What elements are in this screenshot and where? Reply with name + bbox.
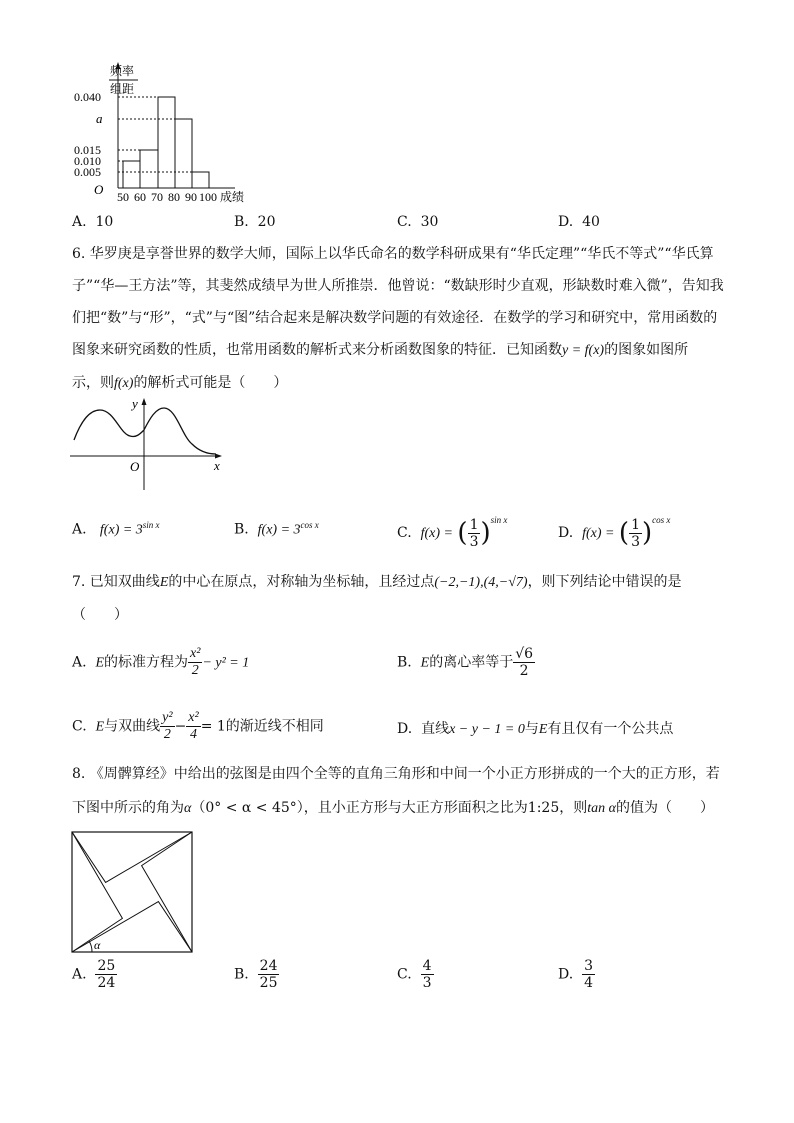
xtick-60: 60 [134, 190, 146, 204]
fraction-numerator: x² [190, 646, 201, 661]
q6-line-5-tail: 的解析式可能是（ ） [133, 375, 288, 391]
option-exponent: cos x [652, 515, 671, 525]
fraction-numerator: 1 [469, 516, 479, 533]
q6-line-4-text: 图象来研究函数的性质，也常用函数的解析式来分析函数图象的特征．已知函数 [72, 342, 562, 358]
option-letter: B. [234, 521, 249, 538]
fraction-numerator: y² [162, 710, 173, 725]
fraction-numerator: 3 [584, 958, 594, 974]
q8-option-c[interactable] [397, 958, 434, 991]
fraction-numerator: x² [188, 710, 199, 725]
minus-sign: − [174, 718, 187, 735]
q6-option-c[interactable]: C. f(x) = ( $\frac{1}{3}$ )$^{sin x}$ [397, 515, 508, 550]
fraction-numerator: √6 [515, 646, 534, 662]
q8-alpha: α [184, 801, 192, 816]
option-fraction-1 [160, 710, 174, 743]
q8-tan: tan α [587, 801, 616, 816]
q7-line-2: （ ） [72, 607, 128, 623]
option-letter: B. [397, 654, 412, 671]
bar-80-90 [175, 119, 192, 188]
option-letter: C. [72, 718, 87, 735]
option-text-mid: 与 [524, 721, 539, 737]
fraction-denominator: 25 [259, 975, 278, 991]
q6-option-a[interactable] [72, 520, 160, 539]
bar-70-80 [158, 97, 175, 188]
q7-option-c[interactable] [72, 710, 324, 743]
option-text-tail: 有且仅有一个公共点 [547, 721, 674, 737]
q7-text-mid: 的中心在原点，对称轴为坐标轴，且经过点 [168, 574, 435, 590]
option-text: 的标准方程为 [104, 654, 189, 671]
q7-option-a[interactable] [72, 646, 249, 679]
q8-range: （0° < α < 45°） [191, 800, 304, 816]
fraction-denominator: 3 [422, 975, 432, 991]
fraction-denominator: 3 [631, 533, 640, 550]
q5-option-a[interactable] [72, 214, 113, 230]
q7-text-tail: ，则下列结论中错误的是 [527, 574, 682, 590]
q6-line-3: 们把“数”与“形”，“式”与“图”结合起来是解决数学问题的有效途径．在数学的学习和研究中，常用函数的 [72, 310, 718, 326]
option-E: E [95, 655, 105, 671]
option-letter: B. [234, 966, 249, 983]
q8-option-b[interactable] [234, 958, 279, 991]
option-text: 10 [95, 214, 114, 230]
fraction-numerator: 4 [422, 958, 432, 974]
option-fraction [421, 958, 434, 991]
q8-text-mid: ，且小正方形与大正方形面积之比为 [303, 800, 528, 816]
q7-option-b[interactable] [397, 646, 535, 679]
q6-line-2: 子”“华—王方法”等，其斐然成绩早为世人所推崇．他曾说：“数缺形时少直观，形缺数时难入微”，告知我 [72, 278, 724, 294]
option-letter: A. [72, 654, 87, 671]
option-formula: f(x) = 3 [257, 522, 301, 538]
option-text: 30 [420, 214, 439, 230]
ytick-0040: 0.040 [74, 90, 101, 104]
histogram-figure [60, 58, 260, 208]
ylabel-bottom: 组距 [110, 82, 135, 96]
option-E: E [420, 655, 430, 671]
graph-x-label: x [214, 458, 220, 473]
q8-text-tail: 的值为（ ） [616, 800, 714, 816]
option-text: 20 [257, 214, 276, 230]
xtick-90: 90 [185, 190, 197, 204]
option-E: E [95, 719, 105, 735]
option-fraction [629, 517, 642, 550]
option-formula: − y² = 1 [202, 655, 250, 671]
option-fraction [95, 958, 117, 991]
option-letter: D. [558, 525, 574, 541]
q6-line-5-text: 示，则 [72, 375, 114, 391]
option-letter: D. [397, 721, 413, 737]
q6-line-1: 6. 华罗庚是享誉世界的数学大师，国际上以华氏命名的数学科研成果有“华氏定理”“华氏不等式”“华氏算 [72, 246, 714, 262]
q6-question-text [72, 238, 722, 400]
xtick-50: 50 [117, 190, 129, 204]
option-text: 与双曲线 [104, 718, 161, 735]
bar-50-60 [123, 161, 140, 188]
fraction-numerator: 25 [97, 958, 116, 974]
option-fraction [513, 646, 535, 679]
q8-ratio: 1:25 [527, 800, 560, 816]
ytick-a: a [96, 111, 103, 126]
fraction-denominator: 4 [584, 975, 594, 991]
fraction-denominator: 4 [190, 727, 197, 742]
q7-option-d[interactable] [397, 718, 673, 738]
q6-option-b[interactable] [234, 520, 319, 539]
option-fraction [468, 517, 481, 550]
option-letter: D. [558, 214, 574, 230]
q5-option-d[interactable] [558, 214, 600, 230]
option-letter: A. [72, 214, 87, 230]
ytick-0010: 0.010 [74, 154, 101, 168]
q6-fx: f(x) [114, 376, 134, 391]
ytick-0015: 0.015 [74, 143, 101, 157]
option-fraction [582, 958, 595, 991]
xtick-80: 80 [168, 190, 180, 204]
option-text: 40 [582, 214, 600, 230]
q7-E: E [159, 575, 169, 590]
graph-y-label: y [132, 396, 138, 411]
option-E: E [538, 722, 548, 737]
option-letter: C. [397, 214, 412, 230]
option-letter: D. [558, 966, 574, 983]
fraction-denominator: 2 [191, 663, 199, 678]
fraction-denominator: 3 [469, 533, 479, 550]
option-formula: x − y − 1 = 0 [449, 722, 525, 737]
q8-text-mid2: ，则 [559, 800, 588, 816]
origin-label: O [94, 182, 104, 197]
q5-option-c[interactable] [397, 214, 438, 230]
figure-alpha-label: α [94, 938, 101, 952]
q8-option-d[interactable] [558, 958, 595, 991]
ytick-0005: 0.005 [74, 165, 101, 179]
xtick-70: 70 [151, 190, 163, 204]
fraction-numerator: 1 [631, 516, 640, 533]
q6-function-formula: y = f(x) [562, 343, 605, 358]
option-fraction [188, 646, 202, 679]
option-exponent: sin x [142, 520, 160, 530]
fraction-denominator: 2 [163, 727, 171, 742]
option-letter: B. [234, 214, 249, 230]
q6-option-d[interactable]: D. f(x) = ( $\frac{1}{3}$ )$^{cos x}$ [558, 515, 671, 550]
xlabel: 成绩 [220, 190, 245, 204]
q8-text: 下图中所示的角为 [72, 800, 184, 816]
option-text-tail: = 1的渐近线不相同 [200, 718, 324, 735]
option-exponent: cos x [300, 520, 319, 530]
q8-string-figure [70, 830, 194, 954]
q7-text: 7. 已知双曲线 [72, 574, 160, 590]
option-formula: f(x) = [582, 526, 615, 541]
q7-points: (−2,−1),(4,−√7) [434, 575, 528, 590]
option-letter: C. [397, 525, 412, 541]
ylabel-top: 频率 [110, 64, 135, 78]
graph-origin-label: O [130, 459, 140, 474]
q6-line-4 [72, 334, 722, 367]
option-text: 直线 [421, 721, 450, 737]
q7-line-1 [72, 572, 682, 593]
option-exponent: sin x [490, 515, 508, 525]
q8-line-2 [72, 798, 714, 819]
option-formula: f(x) = 3 [99, 522, 143, 538]
option-letter: A. [72, 521, 87, 538]
option-text: 的离心率等于 [429, 654, 514, 671]
bar-90-100 [192, 172, 209, 188]
q6-line-4-tail: 的图象如图所 [604, 342, 689, 358]
fraction-denominator: 2 [519, 663, 529, 679]
option-fraction [258, 958, 280, 991]
option-formula: f(x) = [420, 526, 453, 541]
fraction-numerator: 24 [259, 958, 278, 974]
fraction-denominator: 24 [97, 975, 116, 991]
xtick-100: 100 [199, 190, 217, 204]
bar-60-70 [140, 150, 158, 188]
option-fraction-2 [186, 710, 200, 743]
q5-option-b[interactable] [234, 214, 275, 230]
q8-option-a[interactable] [72, 958, 117, 991]
option-letter: A. [72, 966, 87, 983]
q8-line-1: 8. 《周髀算经》中给出的弦图是由四个全等的直角三角形和中间一个小正方形拼成的一个大的正方形，若 [72, 766, 720, 782]
option-letter: C. [397, 966, 412, 983]
q6-function-graph [66, 396, 226, 492]
